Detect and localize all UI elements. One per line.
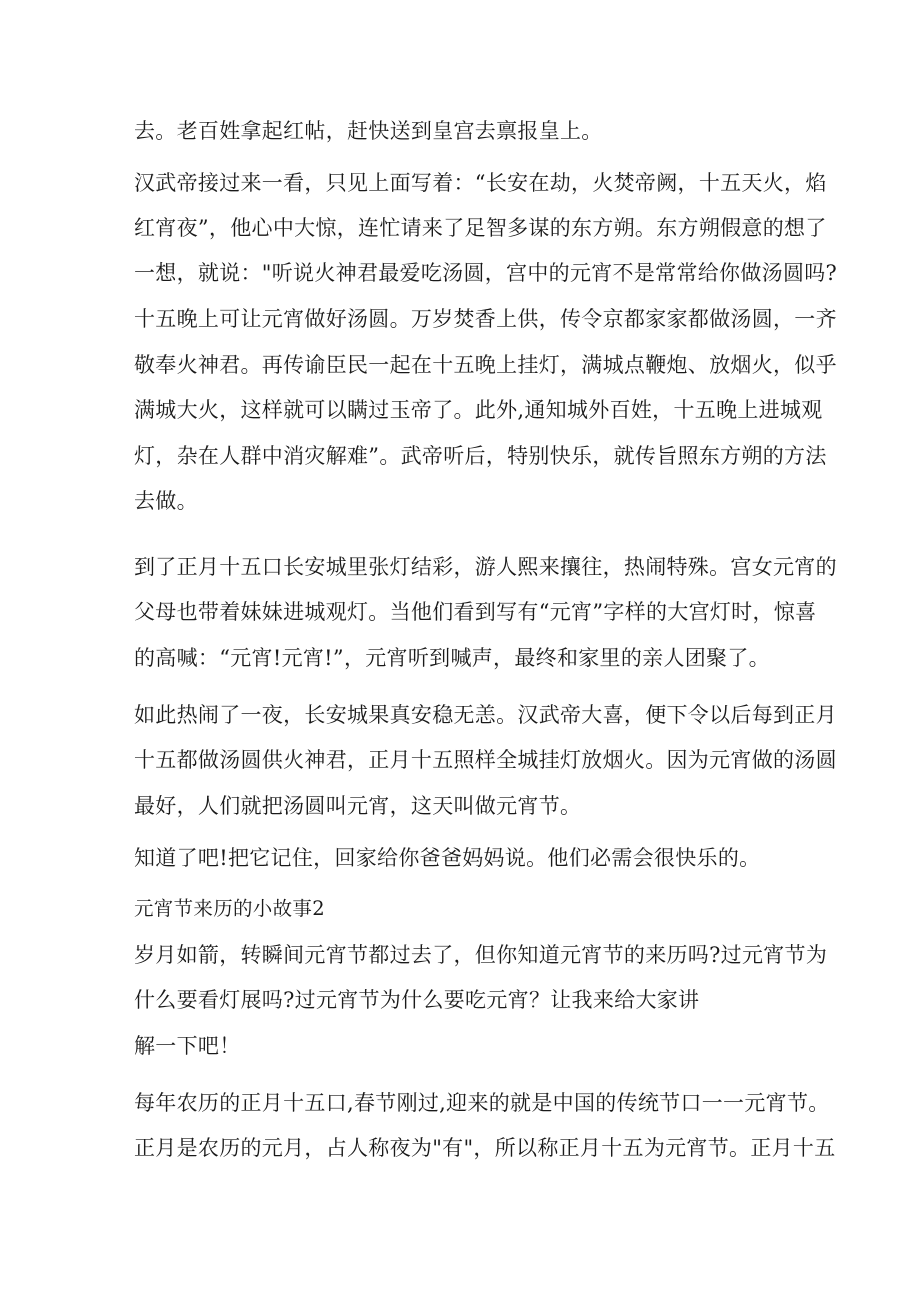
text-line: 知道了吧!把它记住，回家给你爸爸妈妈说。他们必需会很快乐的。 [134,846,761,870]
text-line: 如此热闹了一夜，长安城果真安稳无恙。汉武帝大喜，便下令以后每到正月 [134,703,837,727]
text-line: 红宵夜”，他心中大惊，连忙请来了足智多谋的东方朔。东方朔假意的想了 [134,216,827,240]
text-line: 父母也带着妹妹进城观灯。当他们看到写有“元宵”字样的大宫灯时，惊喜 [134,600,817,624]
text-line: 满城大火，这样就可以瞒过玉帝了。此外,通知城外百姓，十五晚上进城观 [134,398,823,422]
text-line: 正月是农历的元月，占人称夜为"有"，所以称正月十五为元宵节。正月十五 [134,1136,836,1160]
text-line: 敬奉火神君。再传谕臣民一起在十五晚上挂灯，满城点鞭炮、放烟火，似乎 [134,353,837,377]
text-line: 汉武帝接过来一看，只见上面写着：“长安在劫，火焚帝阙，十五天火，焰 [134,171,827,195]
text-line: 岁月如箭，转瞬间元宵节都过去了，但你知道元宵节的来历吗?过元宵节为 [134,943,828,967]
text-line: 十五晚上可让元宵做好汤圆。万岁焚香上供，传令京都家家都做汤圆，一齐 [134,307,837,331]
text-line: 解一下吧！ [134,1034,241,1058]
text-line: 每年农历的正月十五口,春节刚过,迎来的就是中国的传统节口一一元宵节。 [134,1091,830,1115]
section-heading: 元宵节来历的小故事2 [134,897,325,920]
text-line: 十五都做汤圆供火神君，正月十五照样全城挂灯放烟火。因为元宵做的汤圆 [134,748,837,772]
text-line: 最好，人们就把汤圆叫元宵，这天叫做元宵节。 [134,794,582,818]
text-line: 去做。 [134,489,198,513]
text-line: 灯，杂在人群中消灾解难”。武帝听后，特别快乐，就传旨照东方朔的方法 [134,444,827,468]
text-line: 一想，就说："听说火神君最爱吃汤圆，宫中的元宵不是常常给你做汤圆吗? [134,261,838,285]
text-line: 去。老百姓拿起红帖，赶快送到皇宫去禀报皇上。 [134,119,603,143]
text-line: 什么要看灯展吗?过元宵节为什么要吃元宵？让我来给大家讲 [134,988,700,1012]
text-line: 的高喊：“元宵!元宵!”，元宵听到喊声，最终和家里的亲人团聚了。 [134,646,770,670]
text-line: 到了正月十五口长安城里张灯结彩，游人熙来攘往，热闹特殊。宫女元宵的 [134,555,837,579]
